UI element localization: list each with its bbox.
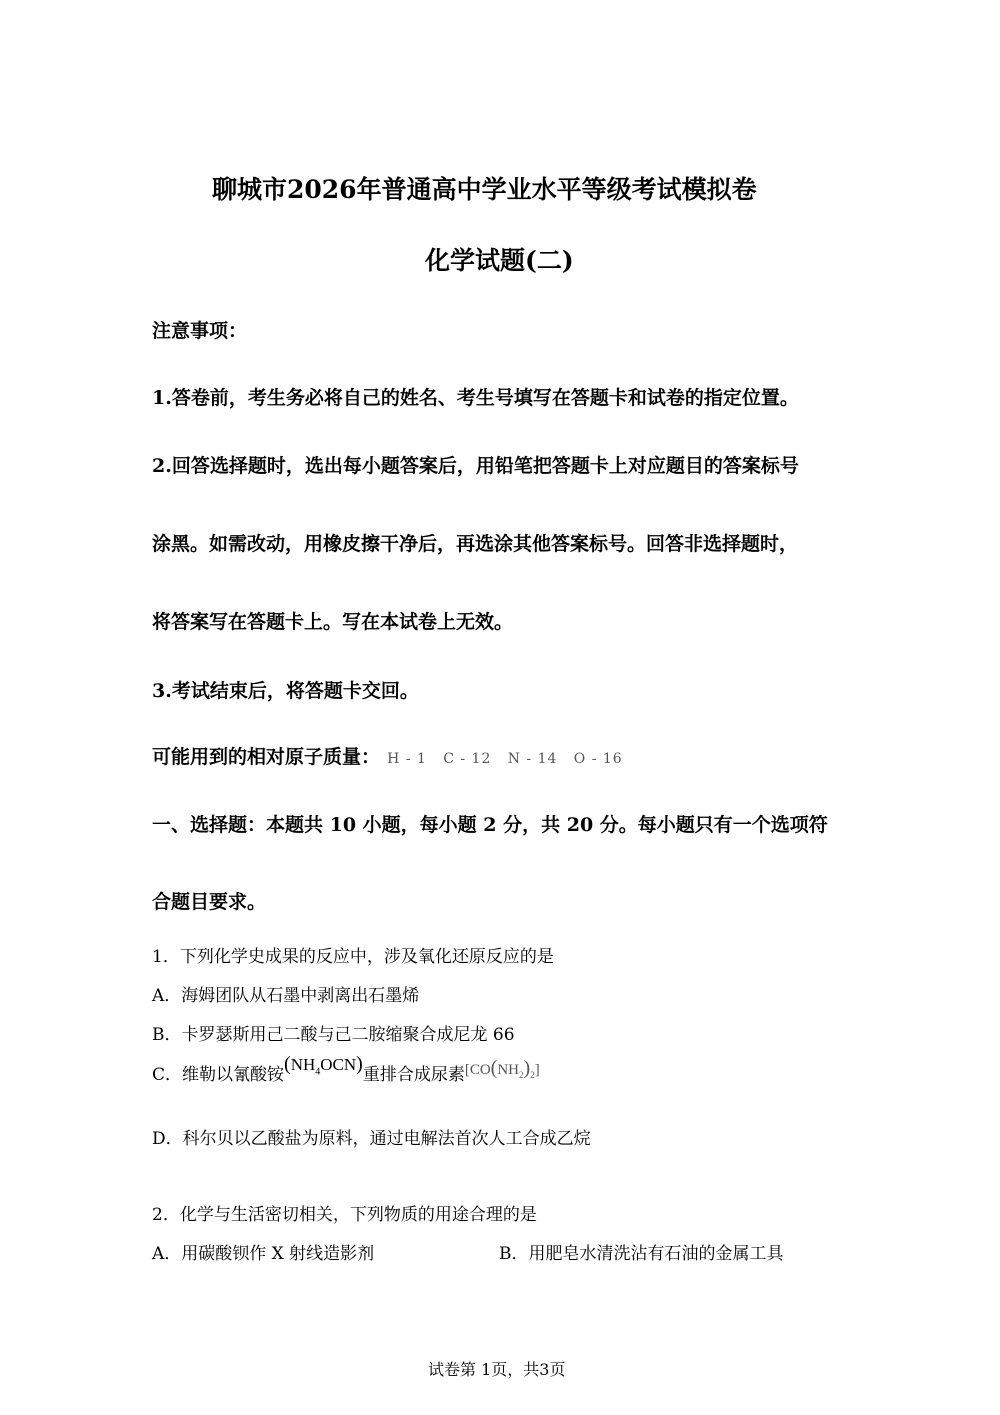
notes-heading: 注意事项： [152, 320, 248, 342]
atomic-mass-row [152, 742, 623, 769]
question-1-stem: 1．下列化学史成果的反应中，涉及氧化还原反应的是 [152, 947, 554, 967]
question-1-option-d: D．科尔贝以乙酸盐为原料，通过电解法首次人工合成乙烷 [152, 1129, 591, 1149]
section-1-heading-line-1: 一、选择题：本题共 10 小题，每小题 2 分，共 20 分。每小题只有一个选项符 [152, 814, 828, 836]
exam-subtitle: 化学试题(二) [425, 246, 574, 275]
section-1-heading-line-2: 合题目要求。 [152, 891, 267, 913]
option-c-prefix: C．维勒以氰酸铵 [152, 1065, 285, 1085]
atomic-mass-values: H - 1 C - 12 N - 14 O - 16 [387, 751, 623, 767]
ammonium-cyanate-formula: $(NH_4OCN)$ [284, 1053, 363, 1078]
notes-item-1: 1.答卷前，考生务必将自己的姓名、考生号填写在答题卡和试卷的指定位置。 [152, 387, 799, 409]
exam-title: 聊城市2026年普通高中学业水平等级考试模拟卷 [212, 175, 757, 204]
urea-formula: $[CO(NH_2)_2]$ [464, 1057, 540, 1080]
notes-item-2-line-1: 2.回答选择题时，选出每小题答案后，用铅笔把答题卡上对应题目的答案标号 [152, 455, 799, 477]
question-2-option-b: B．用肥皂水清洗沾有石油的金属工具 [499, 1244, 784, 1264]
question-1-option-b: B．卡罗瑟斯用己二酸与己二胺缩聚合成尼龙 66 [152, 1025, 515, 1045]
question-1-option-c [152, 1053, 540, 1087]
notes-item-2-line-2: 涂黑。如需改动，用橡皮擦干净后，再选涂其他答案标号。回答非选择题时， [152, 533, 799, 555]
page-footer: 试卷第 1页，共3页 [428, 1360, 566, 1379]
notes-item-2-line-3: 将答案写在答题卡上。写在本试卷上无效。 [152, 611, 514, 633]
option-c-middle: 重排合成尿素 [362, 1065, 465, 1085]
question-2-option-a: A．用碳酸钡作 X 射线造影剂 [152, 1244, 375, 1264]
atomic-mass-label: 可能用到的相对原子质量： [152, 746, 381, 768]
question-2-stem: 2．化学与生活密切相关，下列物质的用途合理的是 [152, 1205, 537, 1225]
notes-item-3: 3.考试结束后，将答题卡交回。 [152, 680, 419, 702]
question-1-option-a: A．海姆团队从石墨中剥离出石墨烯 [152, 986, 420, 1006]
